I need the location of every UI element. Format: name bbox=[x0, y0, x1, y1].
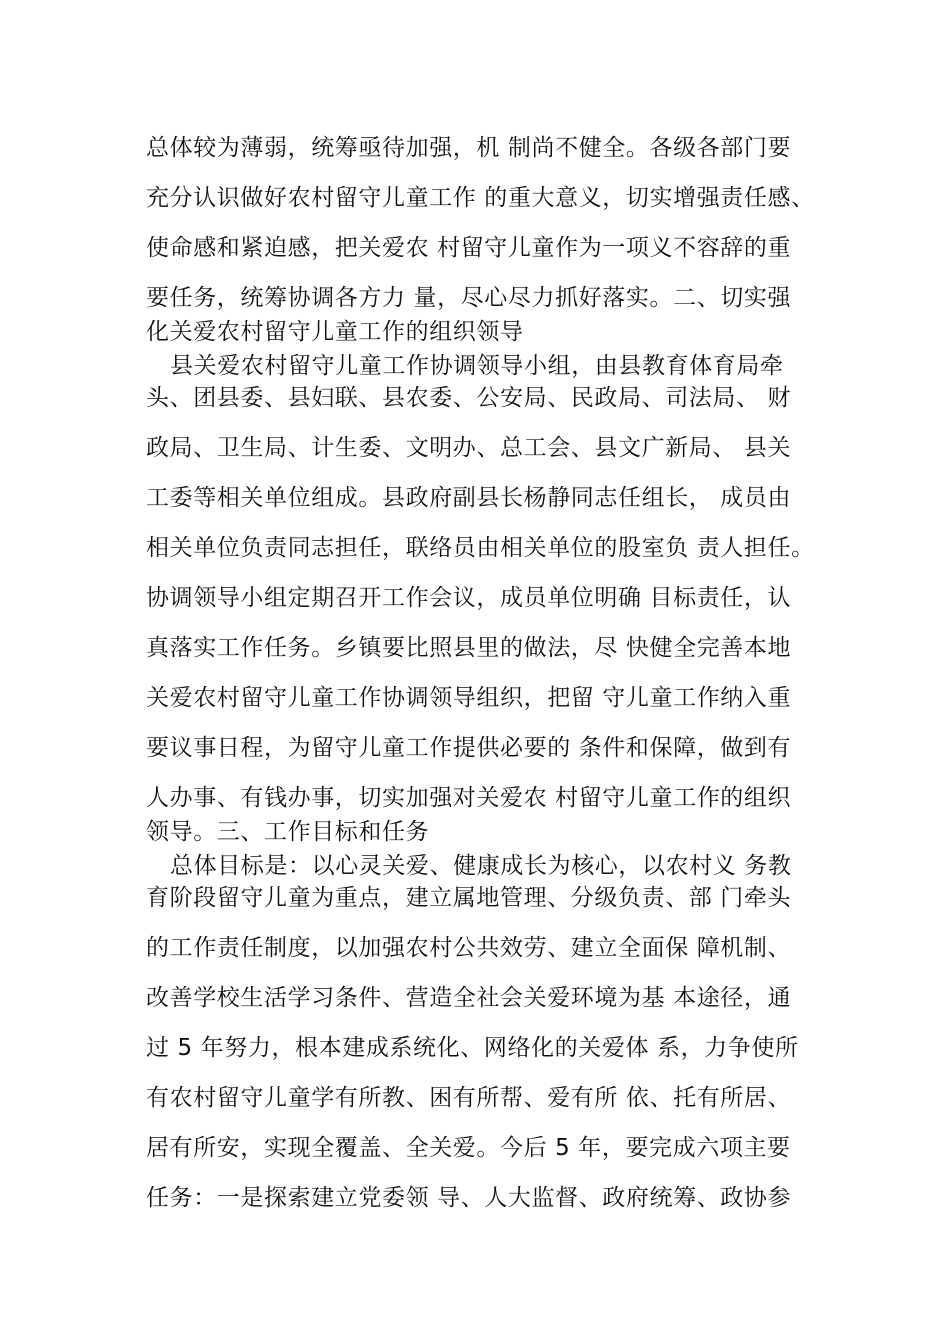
text-line: 充分认识做好农村留守儿童工作 的重大意义，切实增强责任感、 bbox=[146, 185, 815, 211]
text-line: 关爱农村留守儿童工作协调领导组织，把留 守儿童工作纳入重 bbox=[146, 685, 792, 711]
text-line: 居有所安，实现全覆盖、全关爱。今后 5 年，要完成六项主要 bbox=[146, 1135, 791, 1161]
text-line: 任务：一是探索建立党委领 导、人大监督、政府统筹、政协参 bbox=[146, 1185, 792, 1211]
text-line: 要议事日程，为留守儿童工作提供必要的 条件和保障，做到有 bbox=[146, 735, 792, 761]
text-line: 要任务，统筹协调各方力 量，尽心尽力抓好落实。二、切实强 bbox=[146, 285, 792, 311]
text-line: 政局、卫生局、计生委、文明办、总工会、县文广新局、 县关 bbox=[146, 435, 792, 461]
text-line: 真落实工作任务。乡镇要比照县里的做法，尽 快健全完善本地 bbox=[146, 635, 792, 661]
text-line: 人办事、有钱办事，切实加强对关爱农 村留守儿童工作的组织 bbox=[146, 785, 792, 811]
text-line: 改善学校生活学习条件、营造全社会关爱环境为基 本途径，通 bbox=[146, 985, 792, 1011]
text-line: 总体较为薄弱，统筹亟待加强，机 制尚不健全。各级各部门要 bbox=[146, 135, 792, 161]
text-line: 县关爱农村留守儿童工作协调领导小组，由县教育体育局牵 bbox=[170, 353, 784, 379]
text-line: 总体目标是：以心灵关爱、健康成长为核心，以农村义 务教 bbox=[170, 853, 792, 879]
text-line: 相关单位负责同志担任，联络员由相关单位的股室负 责人担任。 bbox=[146, 535, 815, 561]
text-line: 头、团县委、县妇联、县农委、公安局、民政局、司法局、 财 bbox=[146, 385, 792, 411]
section-heading: 化关爱农村留守儿童工作的组织领导 bbox=[146, 319, 524, 345]
text-line: 过 5 年努力，根本建成系统化、网络化的关爱体 系，力争使所 bbox=[146, 1035, 799, 1061]
text-line: 协调领导小组定期召开工作会议，成员单位明确 目标责任，认 bbox=[146, 585, 792, 611]
text-line: 使命感和紧迫感，把关爱农 村留守儿童作为一项义不容辞的重 bbox=[146, 235, 792, 261]
text-line: 的工作责任制度，以加强农村公共效劳、建立全面保 障机制、 bbox=[146, 935, 792, 961]
text-line: 工委等相关单位组成。县政府副县长杨静同志任组长， 成员由 bbox=[146, 485, 792, 511]
section-heading: 领导。三、工作目标和任务 bbox=[146, 819, 430, 845]
text-line: 育阶段留守儿童为重点，建立属地管理、分级负责、部 门牵头 bbox=[146, 885, 792, 911]
text-line: 有农村留守儿童学有所教、困有所帮、爱有所 依、托有所居、 bbox=[146, 1085, 792, 1111]
